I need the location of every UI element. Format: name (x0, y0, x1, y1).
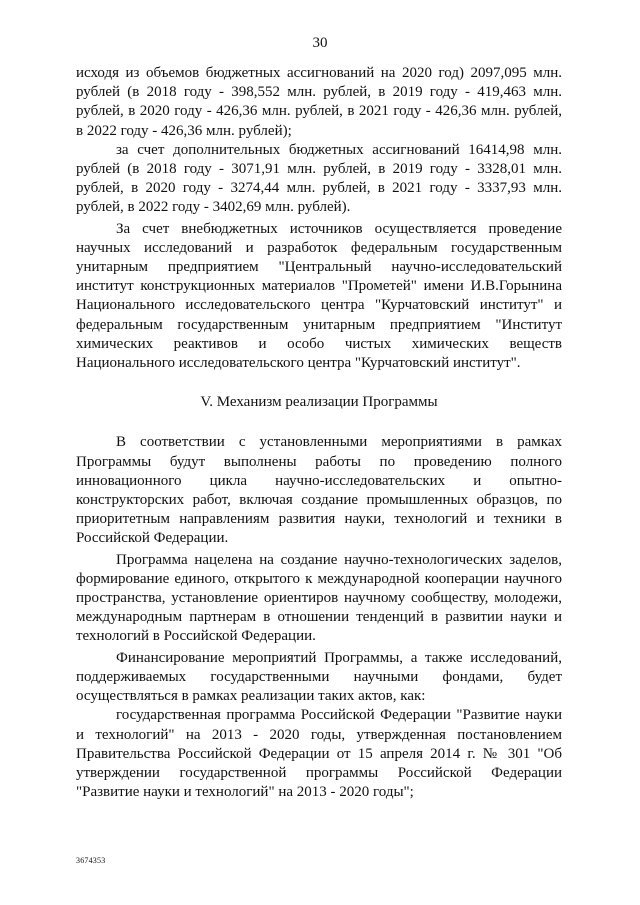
section-heading: V. Механизм реализации Программы (200, 394, 438, 411)
paragraph-financing-acts: Финансирование мероприятий Программы, а также исследований, поддерживаемых государственными научными фондами, будет осуществляться в рамках реализации таких актов, как: (76, 649, 562, 705)
paragraph-extrabudgetary-sources: За счет внебюджетных источников осуществляется проведение научных исследований и разработок федеральным государственным унитарным предприятием "Центральный научно-исследовательский институт конструкционных материалов "Прометей" имени И.В.Горынина Национального исследовательского центра "Курчатовский институт" и федеральным государственным унитарным предприятием "Институт химических реактивов и особо чистых химических веществ Национального исследовательского центра "Курчатовский институт". (76, 220, 562, 372)
document-code: 3674353 (76, 856, 106, 865)
page-number: 30 (312, 35, 328, 51)
paragraph-budget-funding: исходя из объемов бюджетных ассигнований на 2020 год) 2097,095 млн. рублей (в 2018 году - 398,552 млн. рублей, в 2019 году - 419,463 млн. рублей, в 2020 году - 426,36 млн. рублей, в 2021 году - 426,36 млн. рублей, в 2022 году - 426,36 млн. рублей); (76, 65, 562, 139)
paragraph-state-program: государственная программа Российской Федерации "Развитие науки и технологий" на 2013 - 2020 годы, утвержденная постановлением Правительства Российской Федерации от 15 апреля 2014 г. № 301 "Об утверждении государственной программы Российской Федерации "Развитие науки и технологий" на 2013 - 2020 годы"; (76, 707, 562, 801)
paragraph-program-aims: Программа нацелена на создание научно-технологических заделов, формирование единого, открытого к международной кооперации научного пространства, установление ориентиров научному сообществу, молодежи, международным партнерам в отношении тенденций в развитии науки и технологий в Российской Федерации. (76, 551, 562, 645)
paragraph-program-activities: В соответствии с установленными мероприятиями в рамках Программы будут выполнены работы по проведению полного инновационного цикла научно-исследовательских и опытно-конструкторских работ, включая создание промышленных образцов, по приоритетным направлениям развития науки, технологий и техники в Российской Федерации. (76, 434, 562, 547)
paragraph-additional-funding: за счет дополнительных бюджетных ассигнований 16414,98 млн. рублей (в 2018 году - 3071,91 млн. рублей, в 2019 году - 3328,01 млн. рублей, в 2020 году - 3274,44 млн. рублей, в 2021 году - 3337,93 млн. рублей, в 2022 году - 3402,69 млн. рублей). (76, 141, 562, 216)
document-body (76, 64, 562, 802)
